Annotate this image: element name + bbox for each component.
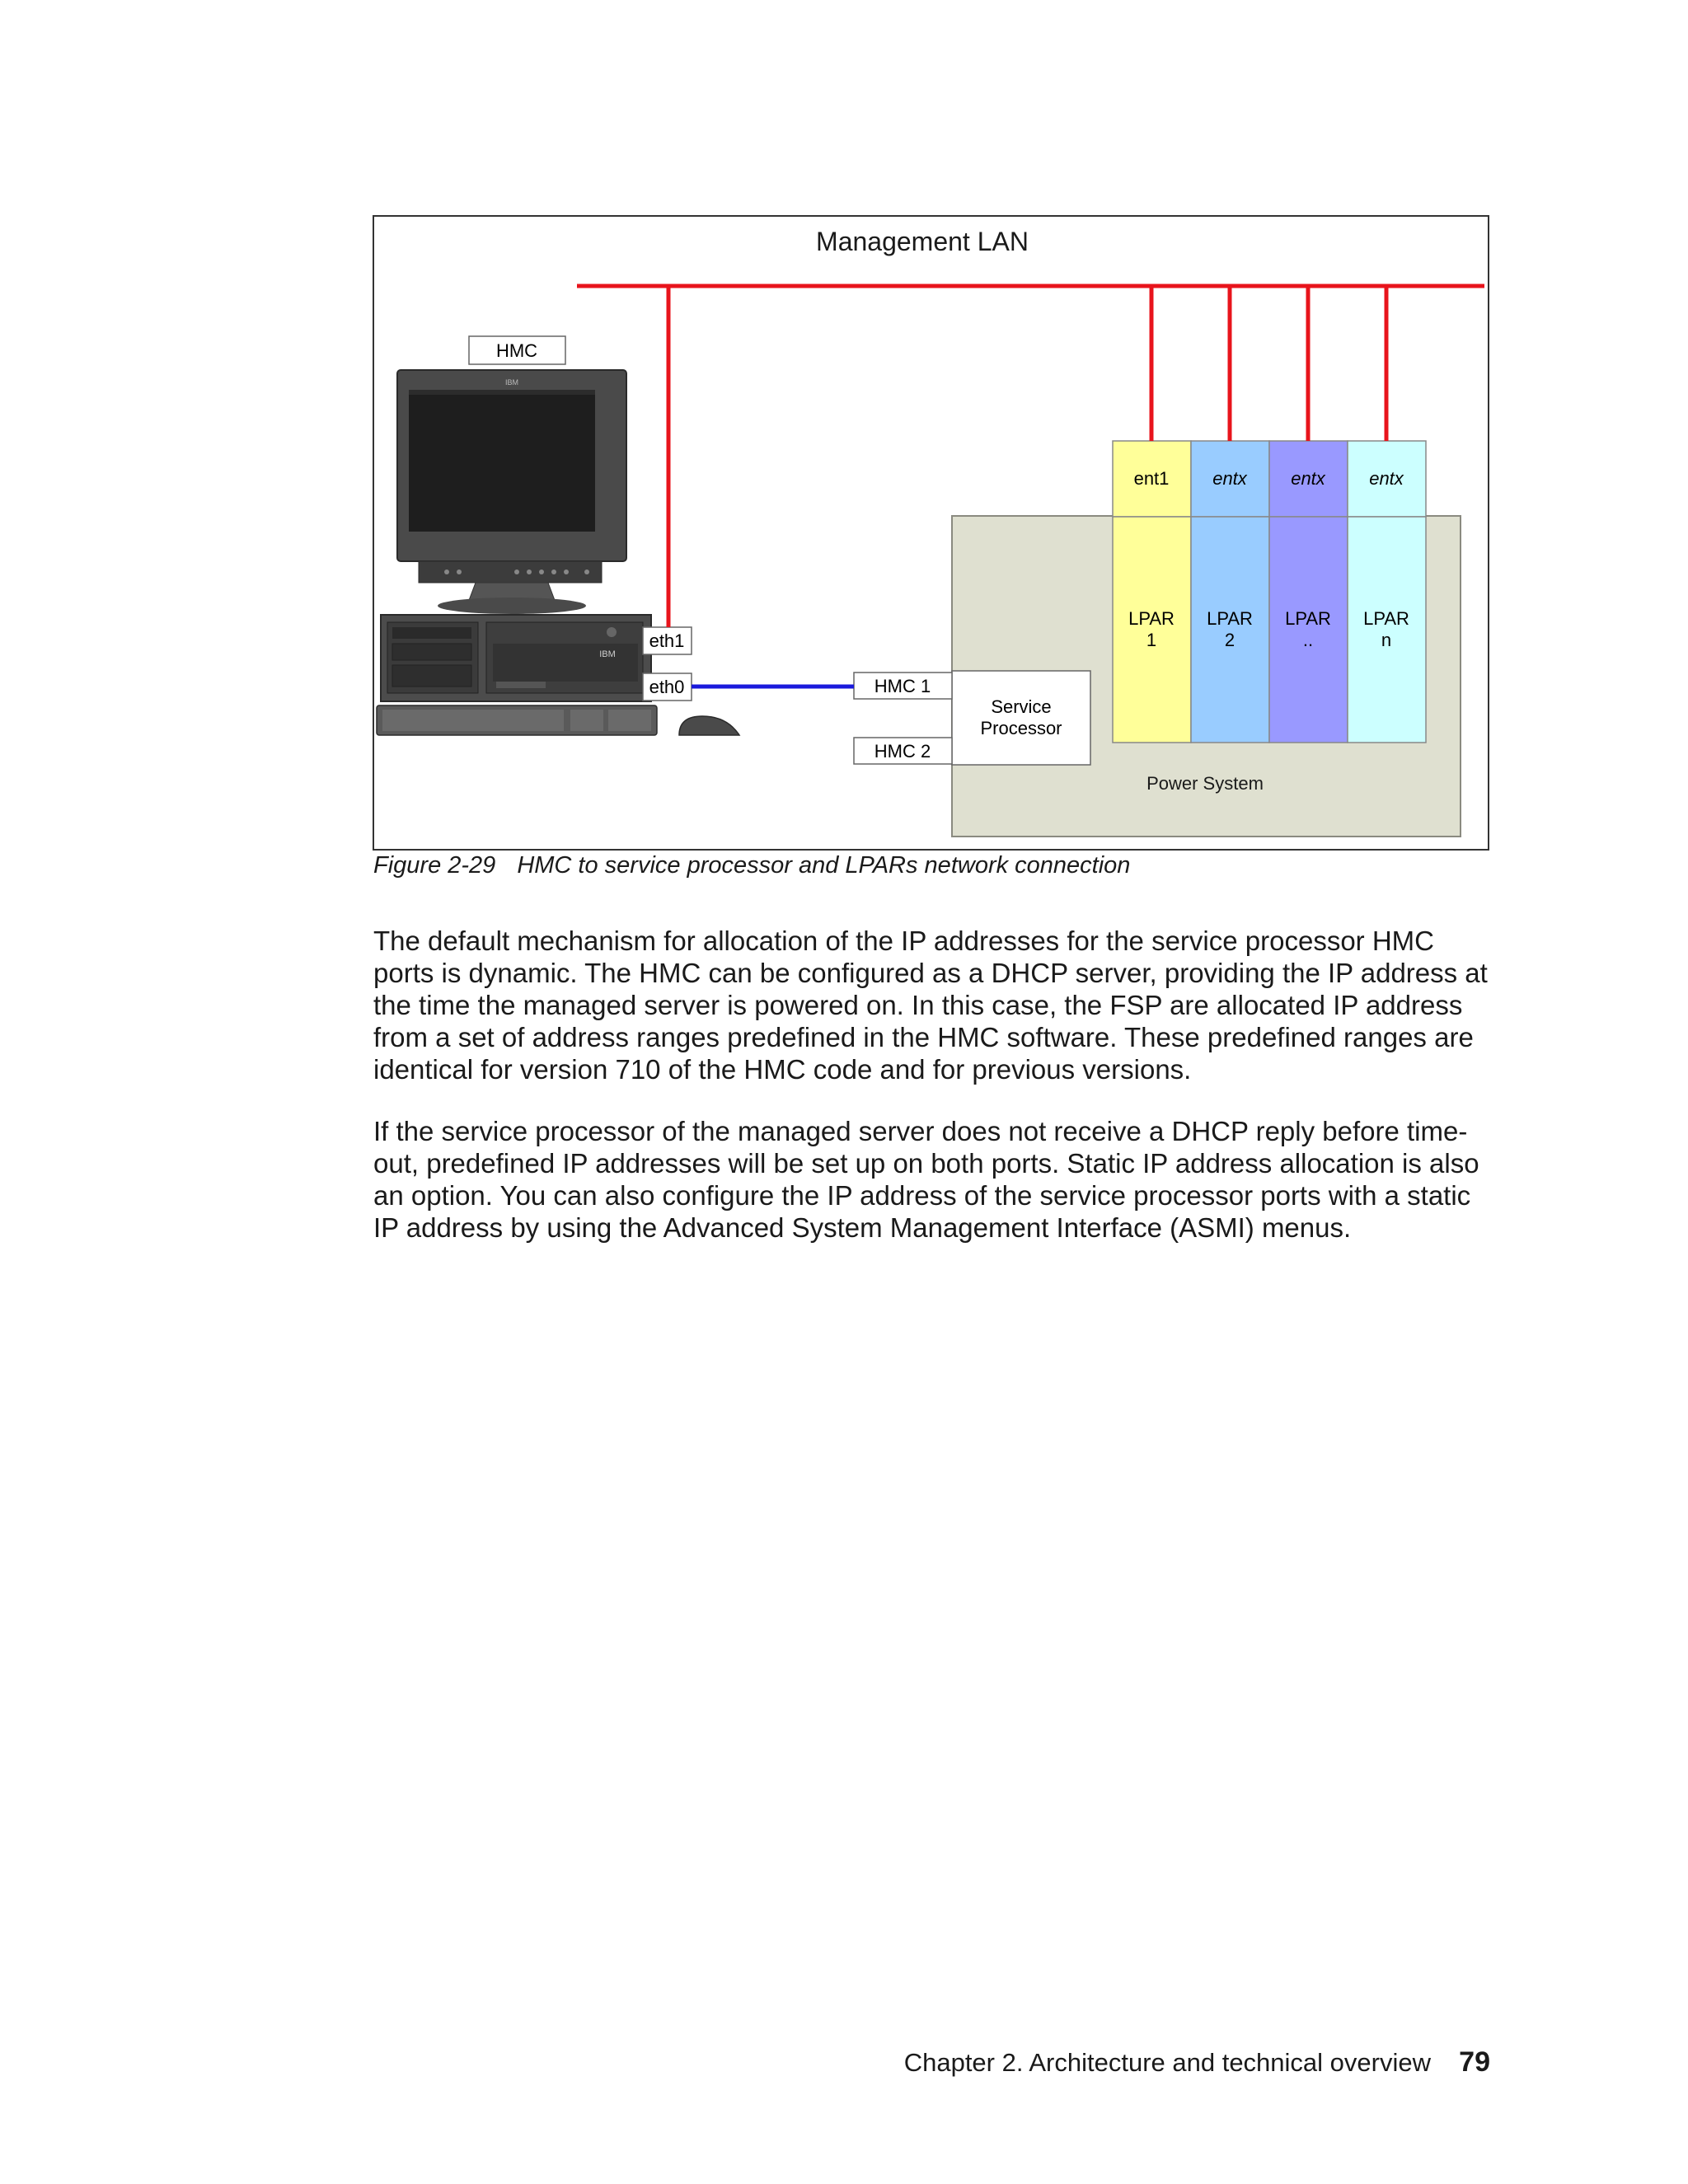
hmc-label: HMC [495, 340, 538, 361]
body-paragraph-1: The default mechanism for allocation of the IP addresses for the service processor HMC ports is dynamic. The HMC can be configured as a DHCP server, providing the IP address at the time the managed server is powered on. In this case, the FSP are allocated IP address from a set of address ranges predefined in the HMC software. These predefined ranges are identical for version 710 of the HMC code and for previous versions. [373, 926, 1488, 1085]
figure-caption-text: HMC to service processor and LPARs network connection [517, 852, 1131, 879]
eth1-port-label: eth1 [649, 630, 685, 651]
lpar-3-label: LPAR [1285, 608, 1331, 629]
adapter-entx-4: entx [1369, 468, 1404, 489]
keyboard-icon [377, 705, 657, 735]
lpar-column-3 [1269, 441, 1348, 743]
lpar-2-label: LPAR [1207, 608, 1253, 629]
body-paragraph-2: If the service processor of the managed server does not receive a DHCP reply before time-out, predefined IP addresses will be set up on both ports. Static IP address allocation is also an option. You can also configure the IP address of the service processor ports with a static IP address by using the Advanced System Management Interface (ASMI) menus. [373, 1116, 1479, 1243]
lpar-1-label: LPAR [1128, 608, 1175, 629]
eth0-port-label: eth0 [649, 677, 685, 697]
footer-chapter-title: Chapter 2. Architecture and technical overview [903, 2048, 1431, 2077]
power-system-label: Power System [1146, 773, 1264, 794]
adapter-entx-2: entx [1212, 468, 1247, 489]
hmc1-port-label: HMC 1 [874, 676, 931, 696]
figure-caption [373, 852, 1130, 879]
lpar-3-number: .. [1302, 630, 1314, 650]
figure-number: Figure 2-29 [373, 852, 496, 879]
lpar-column-4 [1348, 441, 1426, 743]
service-processor-label-1: Service [991, 696, 1052, 717]
monitor-icon [397, 370, 626, 614]
lpar-1-number: 1 [1146, 630, 1157, 650]
adapter-ent1: ent1 [1133, 468, 1170, 489]
management-lan-title: Management LAN [816, 227, 1029, 256]
network-diagram [373, 215, 1489, 851]
monitor-brand: IBM [504, 378, 519, 387]
lpar-2-number: 2 [1224, 630, 1236, 650]
lpar-column-2 [1191, 441, 1269, 743]
adapter-entx-3: entx [1291, 468, 1325, 489]
lpar-4-number: n [1381, 630, 1392, 650]
hmc2-port-label: HMC 2 [874, 741, 931, 762]
lpar-column-1 [1113, 441, 1191, 743]
lpar-4-label: LPAR [1363, 608, 1409, 629]
service-processor-label-2: Processor [980, 718, 1062, 738]
page-number: 79 [1459, 2046, 1490, 2078]
hmc-system-unit-icon [381, 615, 651, 701]
system-unit-brand: IBM [599, 649, 616, 659]
